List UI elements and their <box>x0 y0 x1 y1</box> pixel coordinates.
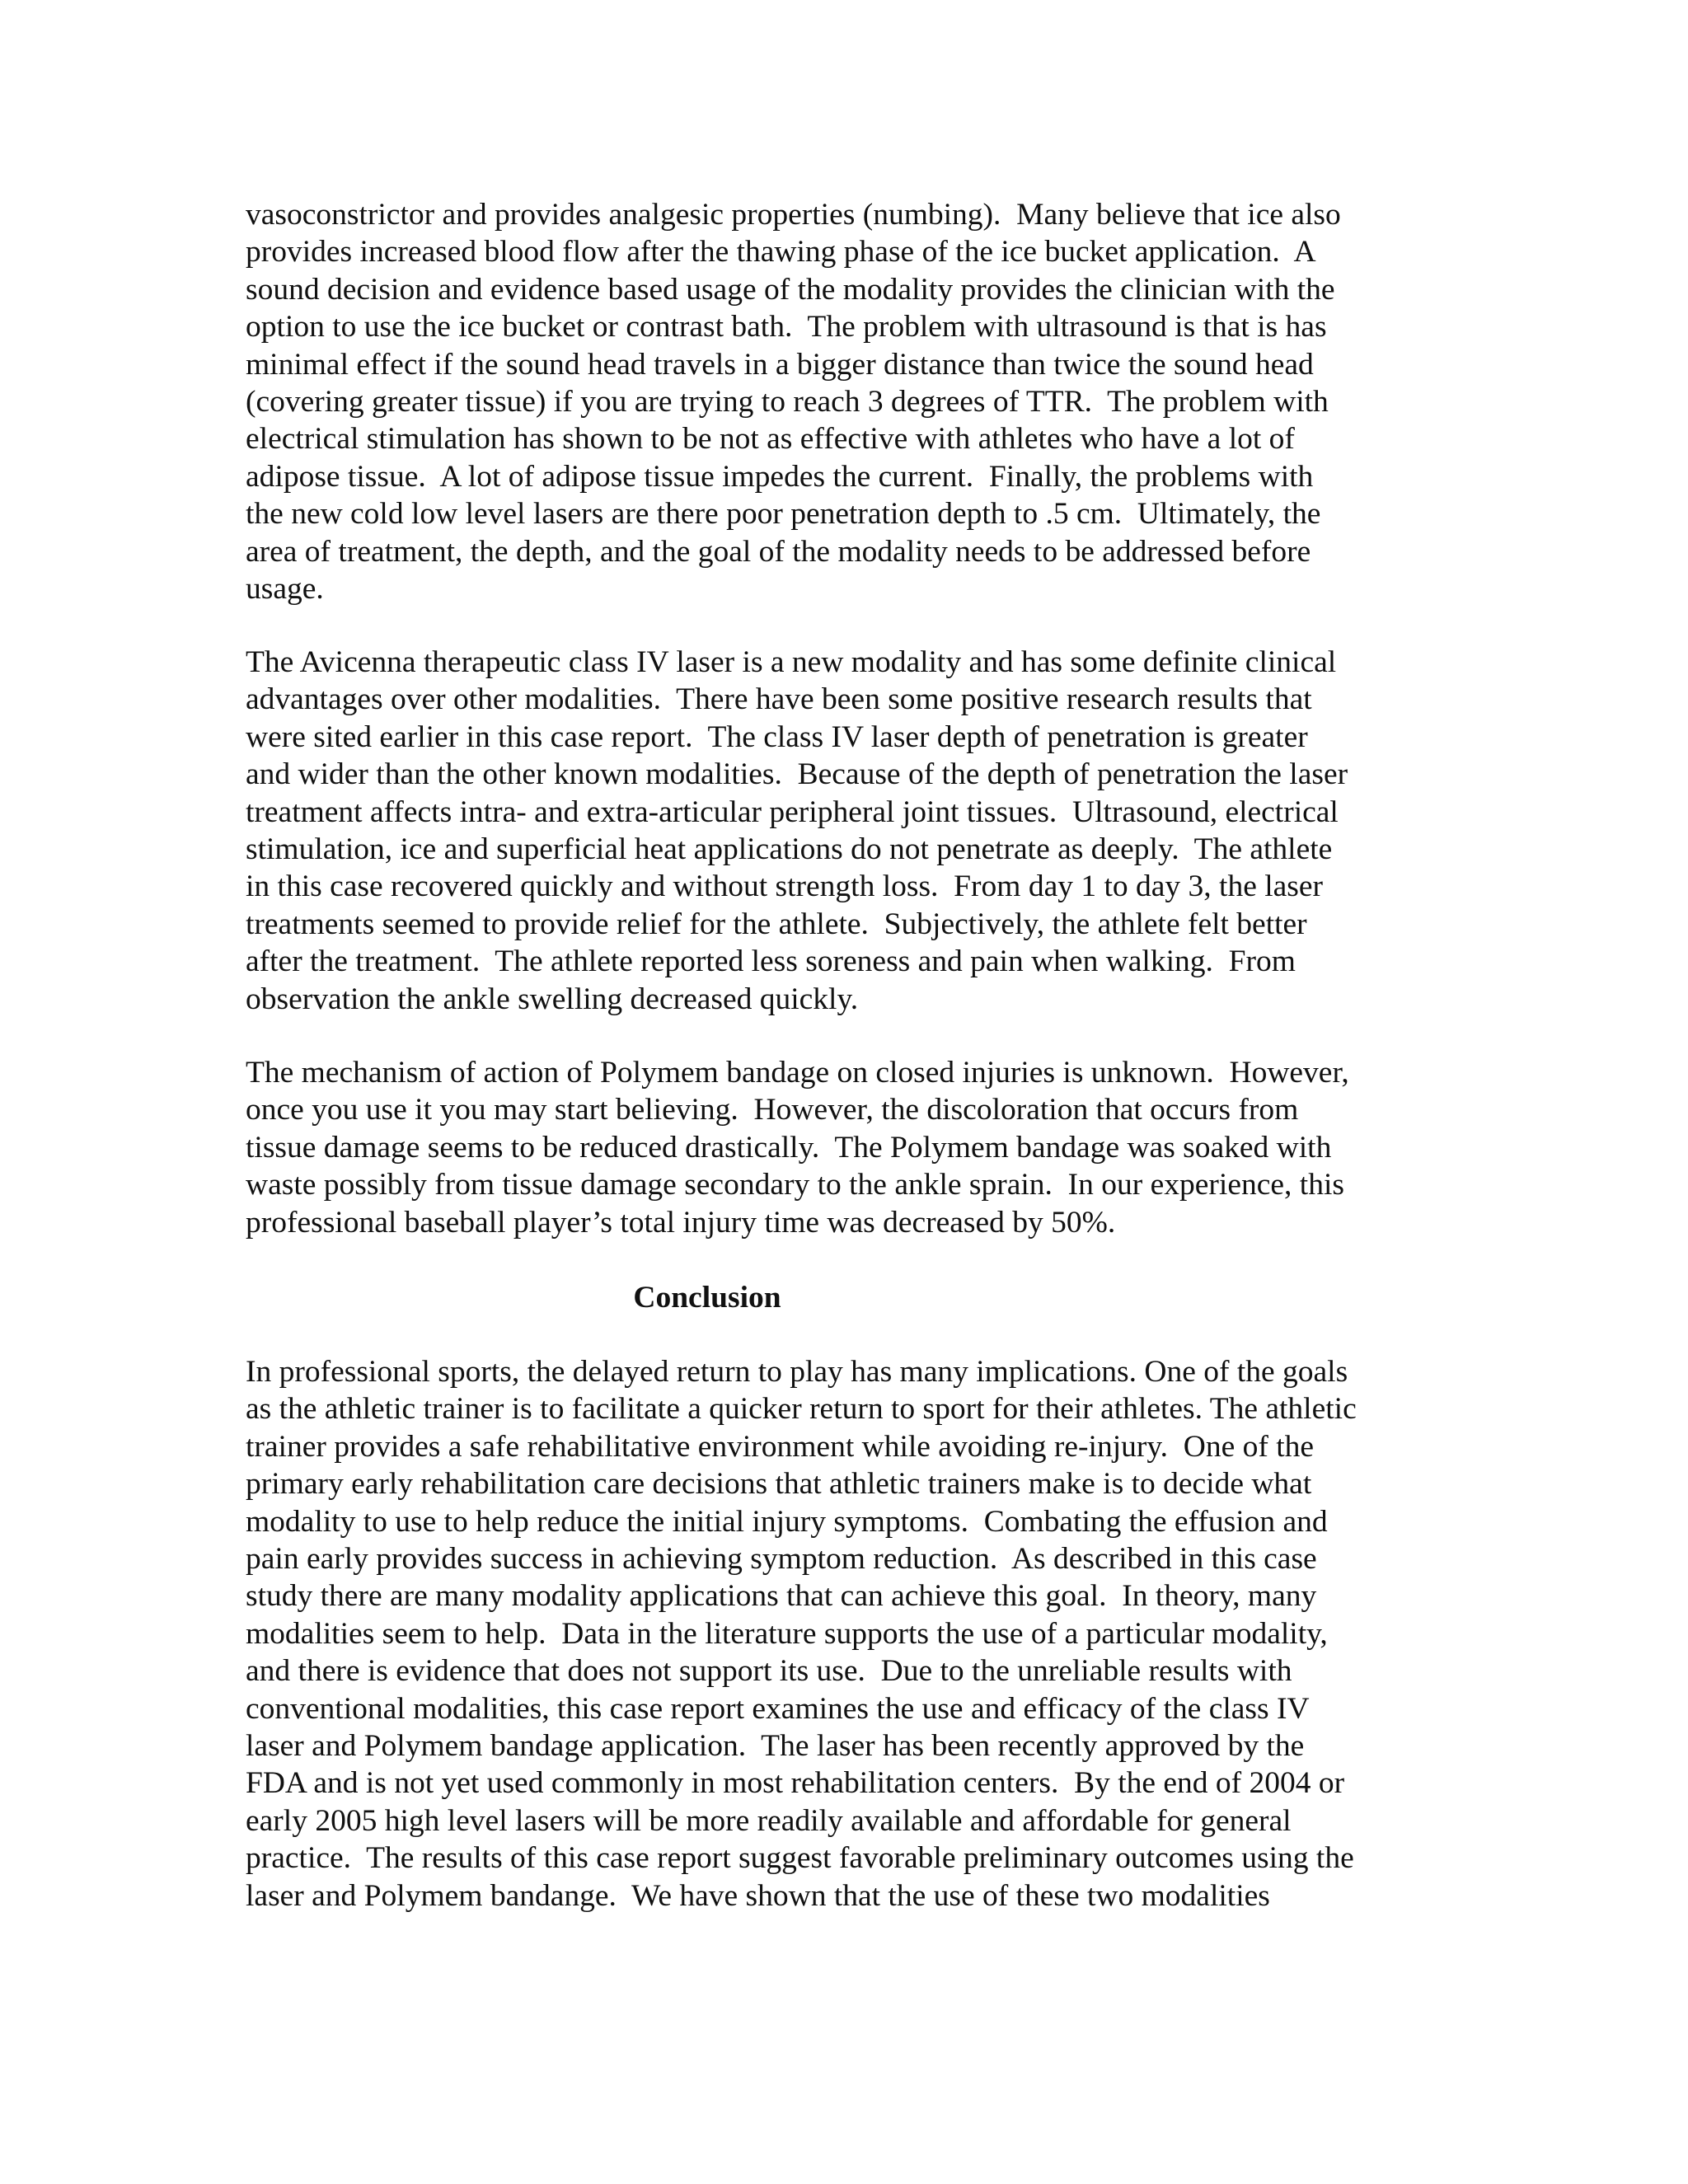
text-line: once you use it you may start believing. However, the discoloration that occurs from <box>246 1093 1299 1127</box>
text-line: The Avicenna therapeutic class IV laser is a new modality and has some definite clinical <box>246 645 1337 679</box>
text-line: provides increased blood flow after the thawing phase of the ice bucket application. A <box>246 235 1316 269</box>
text-line: laser and Polymem bandange. We have shown that the use of these two modalities <box>246 1878 1270 1913</box>
text-line: adipose tissue. A lot of adipose tissue impedes the current. Finally, the problems with <box>246 459 1314 494</box>
text-line: option to use the ice bucket or contrast bath. The problem with ultrasound is that is has <box>246 310 1327 344</box>
text-line: waste possibly from tissue damage secondary to the ankle sprain. In our experience, this <box>246 1168 1344 1202</box>
text-line: the new cold low level lasers are there poor penetration depth to .5 cm. Ultimately, the <box>246 497 1321 532</box>
text-line: trainer provides a safe rehabilitative environment while avoiding re-injury. One of the <box>246 1429 1315 1464</box>
paragraph-conclusion <box>246 1353 1357 1915</box>
paragraph-class-iv-laser <box>246 644 1348 1018</box>
text-line: as the athletic trainer is to facilitate a quicker return to sport for their athletes. The athletic <box>246 1392 1357 1427</box>
text-line: modality to use to help reduce the initial injury symptoms. Combating the effusion and <box>246 1504 1328 1539</box>
text-line: treatment affects intra- and extra-articular peripheral joint tissues. Ultrasound, electrical <box>246 794 1339 829</box>
text-line: pain early provides success in achieving symptom reduction. As described in this case <box>246 1542 1317 1577</box>
paragraph-polymem-bandage <box>246 1054 1349 1241</box>
text-line: primary early rehabilitation care decisions that athletic trainers make is to decide what <box>246 1467 1312 1502</box>
text-line: in this case recovered quickly and without strength loss. From day 1 to day 3, the laser <box>246 869 1324 904</box>
text-line: study there are many modality applications that can achieve this goal. In theory, many <box>246 1579 1317 1614</box>
text-line: observation the ankle swelling decreased quickly. <box>246 982 859 1016</box>
text-line: In professional sports, the delayed return to play has many implications. One of the goals <box>246 1355 1348 1389</box>
text-line: tissue damage seems to be reduced drastically. The Polymem bandage was soaked with <box>246 1130 1332 1165</box>
text-line: conventional modalities, this case report examines the use and efficacy of the class IV <box>246 1691 1310 1726</box>
text-line: were sited earlier in this case report. The class IV laser depth of penetration is greater <box>246 719 1308 754</box>
text-line: professional baseball player’s total injury time was decreased by 50%. <box>246 1205 1116 1240</box>
text-line: practice. The results of this case report suggest favorable preliminary outcomes using the <box>246 1841 1354 1876</box>
text-line: usage. <box>246 572 324 607</box>
text-line: early 2005 high level lasers will be more readily available and affordable for general <box>246 1803 1292 1838</box>
text-line: The mechanism of action of Polymem bandage on closed injuries is unknown. However, <box>246 1056 1349 1090</box>
text-line: stimulation, ice and superficial heat applications do not penetrate as deeply. The athlete <box>246 832 1333 867</box>
text-line: and wider than the other known modalities. Because of the depth of penetration the laser <box>246 757 1348 792</box>
text-line: area of treatment, the depth, and the goal of the modality needs to be addressed before <box>246 534 1311 569</box>
paragraph-modalities-problems <box>246 196 1342 607</box>
section-heading-conclusion: Conclusion <box>633 1281 781 1315</box>
text-line: electrical stimulation has shown to be not as effective with athletes who have a lot of <box>246 422 1295 457</box>
text-line: (covering greater tissue) if you are trying to reach 3 degrees of TTR. The problem with <box>246 385 1329 419</box>
text-line: laser and Polymem bandage application. The laser has been recently approved by the <box>246 1729 1305 1764</box>
text-line: advantages over other modalities. There have been some positive research results that <box>246 682 1312 717</box>
text-line: and there is evidence that does not support its use. Due to the unreliable results with <box>246 1654 1292 1689</box>
text-line: sound decision and evidence based usage of the modality provides the clinician with the <box>246 272 1335 307</box>
text-line: FDA and is not yet used commonly in most rehabilitation centers. By the end of 2004 or <box>246 1766 1345 1801</box>
text-line: after the treatment. The athlete reported less soreness and pain when walking. From <box>246 944 1296 979</box>
text-line: treatments seemed to provide relief for the athlete. Subjectively, the athlete felt better <box>246 907 1307 941</box>
text-line: modalities seem to help. Data in the literature supports the use of a particular modality, <box>246 1616 1328 1651</box>
text-line: minimal effect if the sound head travels in a bigger distance than twice the sound head <box>246 347 1314 382</box>
text-line: vasoconstrictor and provides analgesic properties (numbing). Many believe that ice also <box>246 198 1341 232</box>
